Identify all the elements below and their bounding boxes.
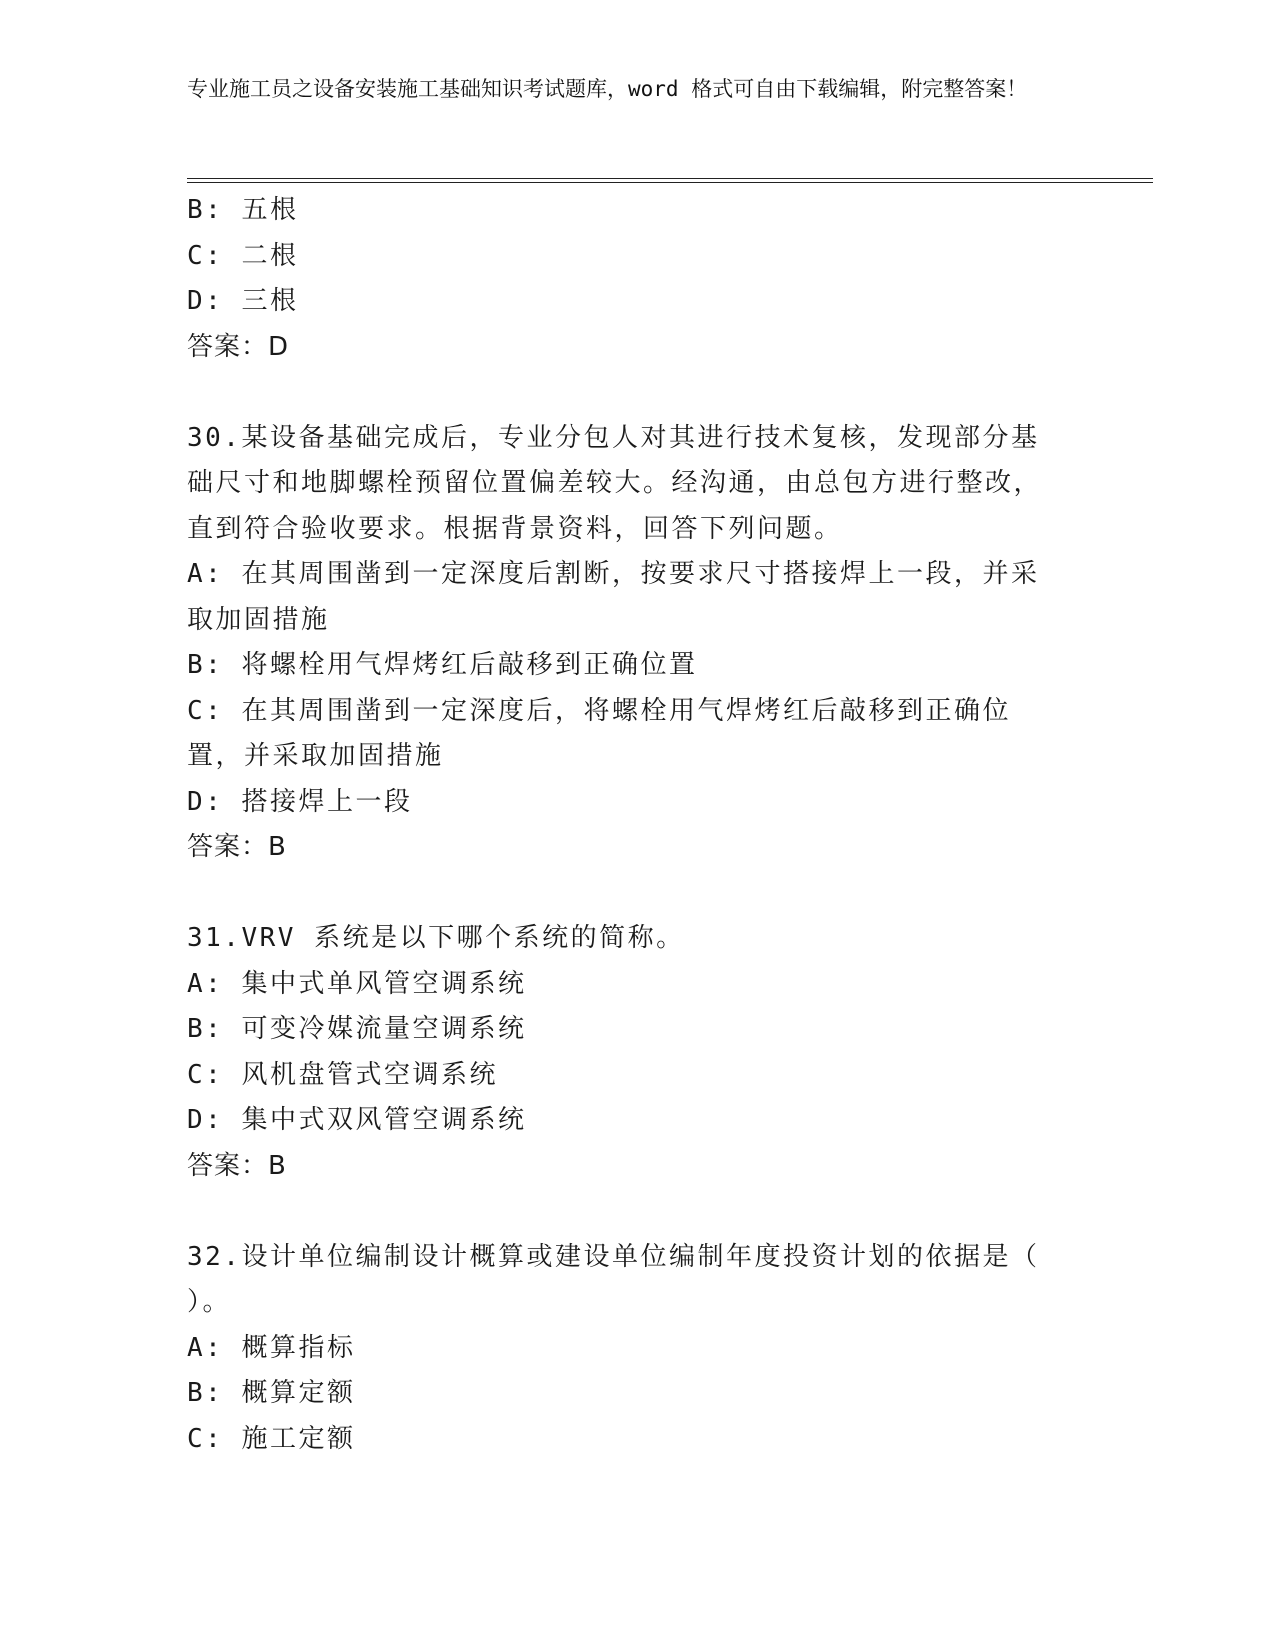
option-d: D: 三根 xyxy=(187,286,299,316)
question-31 xyxy=(187,916,1067,1189)
spacer xyxy=(187,370,1067,416)
document-body xyxy=(187,188,1067,1462)
option-a: A: 集中式单风管空调系统 xyxy=(187,968,527,999)
question-32 xyxy=(187,1235,1067,1463)
answer: 答案：D xyxy=(187,331,290,362)
header-divider xyxy=(187,178,1153,183)
option-b: B: 概算定额 xyxy=(187,1378,356,1408)
option-b: B: 五根 xyxy=(187,195,299,225)
spacer xyxy=(187,1189,1067,1235)
option-b: B: 将螺栓用气焊烤红后敲移到正确位置 xyxy=(187,650,698,680)
option-c: C: 在其周围凿到一定深度后，将螺栓用气焊烤红后敲移到正确位置，并采取加固措施 xyxy=(187,695,1011,771)
spacer xyxy=(187,871,1067,917)
answer: 答案：B xyxy=(187,832,287,862)
question-stem: 32.设计单位编制设计概算或建设单位编制年度投资计划的依据是（ ）。 xyxy=(187,1241,1040,1317)
answer: 答案：B xyxy=(187,1150,287,1181)
option-c: C: 施工定额 xyxy=(187,1423,356,1454)
option-d: D: 搭接焊上一段 xyxy=(187,786,413,817)
option-c: C: 二根 xyxy=(187,240,299,271)
question-30 xyxy=(187,416,1067,871)
option-b: B: 可变冷媒流量空调系统 xyxy=(187,1014,527,1044)
question-stem: 30.某设备基础完成后，专业分包人对其进行技术复核，发现部分基础尺寸和地脚螺栓预留位置偏差较大。经沟通，由总包方进行整改，直到符合验收要求。根据背景资料，回答下列问题。 xyxy=(187,422,1043,544)
option-d: D: 集中式双风管空调系统 xyxy=(187,1105,527,1135)
option-c: C: 风机盘管式空调系统 xyxy=(187,1059,498,1090)
option-a: A: 概算指标 xyxy=(187,1332,356,1363)
option-a: A: 在其周围凿到一定深度后割断，按要求尺寸搭接焊上一段，并采取加固措施 xyxy=(187,559,1040,635)
question-29-tail xyxy=(187,188,1067,370)
document-header: 专业施工员之设备安装施工基础知识考试题库，word 格式可自由下载编辑，附完整答案！ xyxy=(187,77,1028,101)
question-stem: 31.VRV 系统是以下哪个系统的简称。 xyxy=(187,923,685,953)
